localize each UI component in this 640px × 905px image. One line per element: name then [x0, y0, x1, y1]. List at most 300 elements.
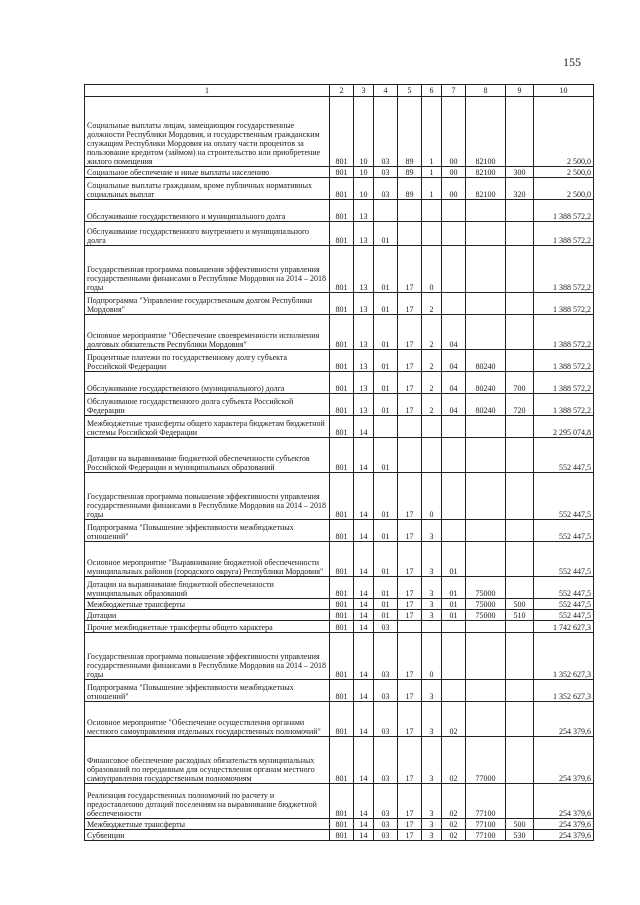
- row-description: Процентные платежи по государственному долгу субъекта Российской Федерации: [85, 350, 330, 372]
- row-amount: 2 295 074,8: [534, 416, 594, 438]
- column-header: 6: [422, 85, 442, 97]
- row-subsection-code: 03: [374, 633, 398, 680]
- row-ministry-code: 801: [330, 784, 354, 819]
- row-ministry-code: 801: [330, 315, 354, 350]
- row-section-code: 13: [354, 200, 374, 222]
- row-section-code: 14: [354, 830, 374, 841]
- row-activity-code: [442, 246, 466, 293]
- row-program-code: 17: [398, 830, 422, 841]
- row-program-code: 17: [398, 520, 422, 542]
- row-ministry-code: 801: [330, 200, 354, 222]
- row-activity-code: [442, 473, 466, 520]
- row-program-code: 17: [398, 350, 422, 372]
- row-direction-code: 82100: [466, 97, 506, 167]
- row-subprogram-code: [422, 416, 442, 438]
- row-subsection-code: 03: [374, 830, 398, 841]
- row-ministry-code: 801: [330, 246, 354, 293]
- row-subsection-code: 03: [374, 680, 398, 702]
- row-amount: 552 447,5: [534, 438, 594, 473]
- row-subsection-code: 01: [374, 246, 398, 293]
- row-direction-code: 77100: [466, 830, 506, 841]
- row-direction-code: [466, 520, 506, 542]
- row-amount: 254 379,6: [534, 819, 594, 830]
- table-row: [85, 97, 594, 167]
- row-ministry-code: 801: [330, 372, 354, 394]
- row-activity-code: 04: [442, 372, 466, 394]
- row-section-code: 14: [354, 416, 374, 438]
- row-section-code: 10: [354, 178, 374, 200]
- column-header: 4: [374, 85, 398, 97]
- table-row: [85, 438, 594, 473]
- table-row: [85, 633, 594, 680]
- row-subsection-code: 03: [374, 737, 398, 784]
- table-row: [85, 293, 594, 315]
- row-description: Государственная программа повышения эффективности управления государственными финансами в Республике Мордовия на 2014 – 2018 годы: [85, 633, 330, 680]
- row-expense-type-code: 500: [506, 599, 534, 610]
- row-program-code: 17: [398, 737, 422, 784]
- row-section-code: 14: [354, 784, 374, 819]
- row-program-code: 17: [398, 246, 422, 293]
- row-expense-type-code: 510: [506, 610, 534, 621]
- row-subsection-code: 03: [374, 178, 398, 200]
- row-program-code: 89: [398, 97, 422, 167]
- row-section-code: 14: [354, 520, 374, 542]
- row-description: Государственная программа повышения эффективности управления государственными финансами в Республике Мордовия на 2014 – 2018 годы: [85, 246, 330, 293]
- row-description: Подпрограмма "Повышение эффективности межбюджетных отношений": [85, 680, 330, 702]
- row-description: Обслуживание государственного и муниципального долга: [85, 200, 330, 222]
- row-description: Межбюджетные трансферты: [85, 599, 330, 610]
- table-row: [85, 416, 594, 438]
- row-direction-code: 80240: [466, 394, 506, 416]
- row-amount: 1 388 572,2: [534, 350, 594, 372]
- row-subprogram-code: 3: [422, 737, 442, 784]
- row-expense-type-code: [506, 246, 534, 293]
- row-description: Субвенции: [85, 830, 330, 841]
- column-header: 5: [398, 85, 422, 97]
- row-subprogram-code: 2: [422, 350, 442, 372]
- row-direction-code: 75000: [466, 599, 506, 610]
- table-row: [85, 315, 594, 350]
- row-expense-type-code: [506, 702, 534, 737]
- row-subsection-code: 03: [374, 702, 398, 737]
- row-expense-type-code: [506, 293, 534, 315]
- row-subsection-code: 01: [374, 394, 398, 416]
- row-program-code: 17: [398, 610, 422, 621]
- row-program-code: 17: [398, 702, 422, 737]
- row-subprogram-code: [422, 438, 442, 473]
- table-row: [85, 394, 594, 416]
- row-direction-code: 75000: [466, 577, 506, 599]
- row-amount: 1 742 627,3: [534, 621, 594, 633]
- row-subprogram-code: 0: [422, 633, 442, 680]
- row-amount: 1 388 572,2: [534, 372, 594, 394]
- row-ministry-code: 801: [330, 577, 354, 599]
- row-direction-code: 82100: [466, 167, 506, 178]
- row-description: Государственная программа повышения эффективности управления государственными финансами в Республике Мордовия на 2014 – 2018 годы: [85, 473, 330, 520]
- row-direction-code: 77100: [466, 784, 506, 819]
- row-direction-code: [466, 542, 506, 577]
- row-description: Обслуживание государственного долга субъекта Российской Федерации: [85, 394, 330, 416]
- row-direction-code: [466, 680, 506, 702]
- row-expense-type-code: 500: [506, 819, 534, 830]
- row-direction-code: [466, 633, 506, 680]
- table-row: [85, 784, 594, 819]
- row-subprogram-code: 2: [422, 394, 442, 416]
- row-program-code: [398, 416, 422, 438]
- row-activity-code: 02: [442, 784, 466, 819]
- row-ministry-code: 801: [330, 542, 354, 577]
- table-row: [85, 680, 594, 702]
- row-section-code: 14: [354, 542, 374, 577]
- table-row: [85, 222, 594, 246]
- row-direction-code: [466, 473, 506, 520]
- row-activity-code: 01: [442, 610, 466, 621]
- row-direction-code: [466, 702, 506, 737]
- row-amount: 1 352 627,3: [534, 633, 594, 680]
- row-activity-code: 04: [442, 394, 466, 416]
- row-subsection-code: 03: [374, 819, 398, 830]
- row-description: Межбюджетные трансферты: [85, 819, 330, 830]
- row-program-code: 17: [398, 819, 422, 830]
- column-header: 10: [534, 85, 594, 97]
- row-section-code: 13: [354, 246, 374, 293]
- row-direction-code: 77000: [466, 737, 506, 784]
- table-row: [85, 200, 594, 222]
- row-amount: 552 447,5: [534, 520, 594, 542]
- row-ministry-code: 801: [330, 293, 354, 315]
- row-activity-code: [442, 680, 466, 702]
- row-subprogram-code: 2: [422, 372, 442, 394]
- row-amount: 2 500,0: [534, 167, 594, 178]
- row-direction-code: [466, 222, 506, 246]
- row-ministry-code: 801: [330, 394, 354, 416]
- row-description: Прочие межбюджетные трансферты общего характера: [85, 621, 330, 633]
- row-subsection-code: 01: [374, 542, 398, 577]
- row-subprogram-code: 0: [422, 473, 442, 520]
- row-activity-code: 00: [442, 167, 466, 178]
- row-program-code: 17: [398, 394, 422, 416]
- row-ministry-code: 801: [330, 350, 354, 372]
- row-ministry-code: 801: [330, 830, 354, 841]
- table-row: [85, 246, 594, 293]
- row-description: Финансовое обеспечение расходных обязательств муниципальных образований по переданным для осуществления органам местного самоуправления государственным полномочиям: [85, 737, 330, 784]
- row-ministry-code: 801: [330, 97, 354, 167]
- row-direction-code: [466, 416, 506, 438]
- row-program-code: 89: [398, 178, 422, 200]
- table-row: [85, 621, 594, 633]
- column-header: 3: [354, 85, 374, 97]
- table-row: [85, 178, 594, 200]
- row-program-code: 17: [398, 372, 422, 394]
- row-section-code: 13: [354, 394, 374, 416]
- row-program-code: 17: [398, 599, 422, 610]
- row-direction-code: 82100: [466, 178, 506, 200]
- row-expense-type-code: [506, 416, 534, 438]
- row-amount: 552 447,5: [534, 473, 594, 520]
- row-direction-code: [466, 438, 506, 473]
- row-amount: 1 388 572,2: [534, 293, 594, 315]
- row-subprogram-code: 3: [422, 599, 442, 610]
- row-subsection-code: 01: [374, 222, 398, 246]
- row-expense-type-code: [506, 737, 534, 784]
- row-expense-type-code: [506, 680, 534, 702]
- row-subprogram-code: 3: [422, 680, 442, 702]
- row-expense-type-code: 530: [506, 830, 534, 841]
- row-section-code: 14: [354, 438, 374, 473]
- row-amount: 1 388 572,2: [534, 222, 594, 246]
- row-program-code: 17: [398, 784, 422, 819]
- row-subprogram-code: 1: [422, 167, 442, 178]
- row-description: Социальные выплаты гражданам, кроме публичных нормативных социальных выплат: [85, 178, 330, 200]
- row-ministry-code: 801: [330, 438, 354, 473]
- row-section-code: 14: [354, 737, 374, 784]
- row-activity-code: [442, 633, 466, 680]
- row-subsection-code: 03: [374, 167, 398, 178]
- row-activity-code: [442, 520, 466, 542]
- row-subprogram-code: 1: [422, 178, 442, 200]
- row-program-code: 17: [398, 633, 422, 680]
- row-section-code: 14: [354, 599, 374, 610]
- row-amount: 254 379,6: [534, 702, 594, 737]
- row-program-code: 17: [398, 542, 422, 577]
- row-program-code: 17: [398, 680, 422, 702]
- column-header: 2: [330, 85, 354, 97]
- row-description: Социальные выплаты лицам, замещающим государственные должности Республики Мордовия, и государственным гражданским служащим Республики Мордовия на оплату части процентов за пользование кредитом (займом) на строительство или приобретение жилого помещения: [85, 97, 330, 167]
- row-description: Основное мероприятие "Обеспечение осуществления органами местного самоуправления отдельных государственных полномочий": [85, 702, 330, 737]
- row-subprogram-code: 3: [422, 702, 442, 737]
- row-activity-code: 02: [442, 702, 466, 737]
- row-ministry-code: 801: [330, 819, 354, 830]
- row-subprogram-code: 0: [422, 246, 442, 293]
- row-activity-code: [442, 222, 466, 246]
- row-ministry-code: 801: [330, 737, 354, 784]
- column-header: 7: [442, 85, 466, 97]
- row-subprogram-code: 3: [422, 542, 442, 577]
- row-description: Дотации на выравнивание бюджетной обеспеченности муниципальных образований: [85, 577, 330, 599]
- row-program-code: [398, 222, 422, 246]
- row-ministry-code: 801: [330, 167, 354, 178]
- row-section-code: 14: [354, 819, 374, 830]
- table-row: [85, 473, 594, 520]
- row-direction-code: 80240: [466, 350, 506, 372]
- row-description: Подпрограмма "Управление государственным долгом Республики Мордовия": [85, 293, 330, 315]
- row-amount: 1 388 572,2: [534, 200, 594, 222]
- row-expense-type-code: 300: [506, 167, 534, 178]
- row-expense-type-code: [506, 473, 534, 520]
- row-expense-type-code: 720: [506, 394, 534, 416]
- row-expense-type-code: [506, 633, 534, 680]
- row-description: Реализация государственных полномочий по расчету и предоставлению дотаций поселениям на выравнивание бюджетной обеспеченности: [85, 784, 330, 819]
- row-subsection-code: 01: [374, 599, 398, 610]
- row-activity-code: 04: [442, 350, 466, 372]
- row-ministry-code: 801: [330, 702, 354, 737]
- row-expense-type-code: [506, 438, 534, 473]
- column-header: 8: [466, 85, 506, 97]
- row-direction-code: [466, 200, 506, 222]
- row-subsection-code: 01: [374, 293, 398, 315]
- table-row: [85, 520, 594, 542]
- row-activity-code: 02: [442, 819, 466, 830]
- row-amount: 1 388 572,2: [534, 315, 594, 350]
- row-program-code: 17: [398, 473, 422, 520]
- row-section-code: 13: [354, 350, 374, 372]
- column-header: 9: [506, 85, 534, 97]
- row-section-code: 14: [354, 577, 374, 599]
- row-section-code: 14: [354, 680, 374, 702]
- table-row: [85, 542, 594, 577]
- budget-table: [84, 84, 594, 841]
- row-subsection-code: 01: [374, 610, 398, 621]
- row-subprogram-code: [422, 200, 442, 222]
- table-header-row: [85, 85, 594, 97]
- row-section-code: 13: [354, 222, 374, 246]
- row-subprogram-code: 3: [422, 520, 442, 542]
- row-amount: 1 352 627,3: [534, 680, 594, 702]
- row-direction-code: [466, 293, 506, 315]
- row-subsection-code: 01: [374, 372, 398, 394]
- table-row: [85, 577, 594, 599]
- row-subsection-code: 03: [374, 621, 398, 633]
- row-subprogram-code: 3: [422, 610, 442, 621]
- row-amount: 552 447,5: [534, 577, 594, 599]
- row-section-code: 10: [354, 97, 374, 167]
- row-expense-type-code: [506, 222, 534, 246]
- row-amount: 552 447,5: [534, 610, 594, 621]
- page-number: 155: [563, 55, 581, 69]
- row-program-code: [398, 200, 422, 222]
- row-subsection-code: 01: [374, 473, 398, 520]
- row-section-code: 13: [354, 315, 374, 350]
- row-expense-type-code: [506, 784, 534, 819]
- row-expense-type-code: [506, 200, 534, 222]
- row-program-code: 89: [398, 167, 422, 178]
- row-description: Подпрограмма "Повышение эффективности межбюджетных отношений": [85, 520, 330, 542]
- row-subprogram-code: 3: [422, 577, 442, 599]
- row-description: Основное мероприятие "Обеспечение своевременности исполнения долговых обязательств Республики Мордовия": [85, 315, 330, 350]
- row-expense-type-code: 700: [506, 372, 534, 394]
- table-row: [85, 372, 594, 394]
- row-program-code: [398, 438, 422, 473]
- row-subsection-code: 01: [374, 438, 398, 473]
- row-expense-type-code: 320: [506, 178, 534, 200]
- row-subsection-code: 01: [374, 577, 398, 599]
- row-activity-code: 00: [442, 97, 466, 167]
- row-section-code: 14: [354, 473, 374, 520]
- table-row: [85, 167, 594, 178]
- row-description: Межбюджетные трансферты общего характера бюджетам бюджетной системы Российской Федерации: [85, 416, 330, 438]
- column-header: 1: [85, 85, 330, 97]
- table-row: [85, 819, 594, 830]
- row-direction-code: [466, 315, 506, 350]
- row-direction-code: [466, 246, 506, 293]
- row-activity-code: [442, 438, 466, 473]
- row-ministry-code: 801: [330, 633, 354, 680]
- row-description: Дотации на выравнивание бюджетной обеспеченности субъектов Российской Федерации и муниципальных образований: [85, 438, 330, 473]
- row-subsection-code: 01: [374, 350, 398, 372]
- row-ministry-code: 801: [330, 222, 354, 246]
- row-subsection-code: [374, 416, 398, 438]
- row-amount: 1 388 572,2: [534, 246, 594, 293]
- row-section-code: 14: [354, 633, 374, 680]
- table-row: [85, 737, 594, 784]
- row-direction-code: [466, 621, 506, 633]
- row-activity-code: [442, 200, 466, 222]
- row-activity-code: 01: [442, 542, 466, 577]
- row-ministry-code: 801: [330, 621, 354, 633]
- row-expense-type-code: [506, 350, 534, 372]
- row-activity-code: [442, 621, 466, 633]
- row-subprogram-code: 2: [422, 293, 442, 315]
- row-activity-code: 00: [442, 178, 466, 200]
- row-direction-code: 77100: [466, 819, 506, 830]
- row-amount: 552 447,5: [534, 599, 594, 610]
- table-row: [85, 599, 594, 610]
- row-amount: 552 447,5: [534, 542, 594, 577]
- row-ministry-code: 801: [330, 610, 354, 621]
- row-subprogram-code: 2: [422, 315, 442, 350]
- row-section-code: 14: [354, 610, 374, 621]
- row-amount: 254 379,6: [534, 784, 594, 819]
- row-expense-type-code: [506, 97, 534, 167]
- row-section-code: 13: [354, 372, 374, 394]
- row-subsection-code: 01: [374, 520, 398, 542]
- row-amount: 254 379,6: [534, 830, 594, 841]
- row-amount: 2 500,0: [534, 97, 594, 167]
- row-description: Основное мероприятие "Выравнивание бюджетной обеспеченности муниципальных районов (городского округа) Республики Мордовия": [85, 542, 330, 577]
- row-amount: 254 379,6: [534, 737, 594, 784]
- row-description: Социальное обеспечение и иные выплаты населению: [85, 167, 330, 178]
- row-expense-type-code: [506, 315, 534, 350]
- row-direction-code: 80240: [466, 372, 506, 394]
- row-program-code: 17: [398, 577, 422, 599]
- row-section-code: 14: [354, 702, 374, 737]
- row-amount: 1 388 572,2: [534, 394, 594, 416]
- row-section-code: 10: [354, 167, 374, 178]
- row-ministry-code: 801: [330, 599, 354, 610]
- row-ministry-code: 801: [330, 473, 354, 520]
- table-row: [85, 610, 594, 621]
- row-subprogram-code: 3: [422, 830, 442, 841]
- row-activity-code: 02: [442, 737, 466, 784]
- row-activity-code: 01: [442, 599, 466, 610]
- row-expense-type-code: [506, 542, 534, 577]
- row-expense-type-code: [506, 520, 534, 542]
- row-description: Обслуживание государственного внутреннего и муниципального долга: [85, 222, 330, 246]
- row-subsection-code: 01: [374, 315, 398, 350]
- row-ministry-code: 801: [330, 416, 354, 438]
- row-subprogram-code: 3: [422, 784, 442, 819]
- row-subprogram-code: 1: [422, 97, 442, 167]
- row-activity-code: 04: [442, 315, 466, 350]
- row-expense-type-code: [506, 577, 534, 599]
- table-row: [85, 702, 594, 737]
- row-subprogram-code: [422, 621, 442, 633]
- row-ministry-code: 801: [330, 520, 354, 542]
- row-subprogram-code: [422, 222, 442, 246]
- row-activity-code: 01: [442, 577, 466, 599]
- row-direction-code: 75000: [466, 610, 506, 621]
- row-section-code: 14: [354, 621, 374, 633]
- row-subprogram-code: 3: [422, 819, 442, 830]
- row-activity-code: 02: [442, 830, 466, 841]
- row-ministry-code: 801: [330, 680, 354, 702]
- row-description: Дотации: [85, 610, 330, 621]
- table-row: [85, 830, 594, 841]
- row-program-code: 17: [398, 293, 422, 315]
- row-description: Обслуживание государственного (муниципального) долга: [85, 372, 330, 394]
- row-program-code: 17: [398, 315, 422, 350]
- row-expense-type-code: [506, 621, 534, 633]
